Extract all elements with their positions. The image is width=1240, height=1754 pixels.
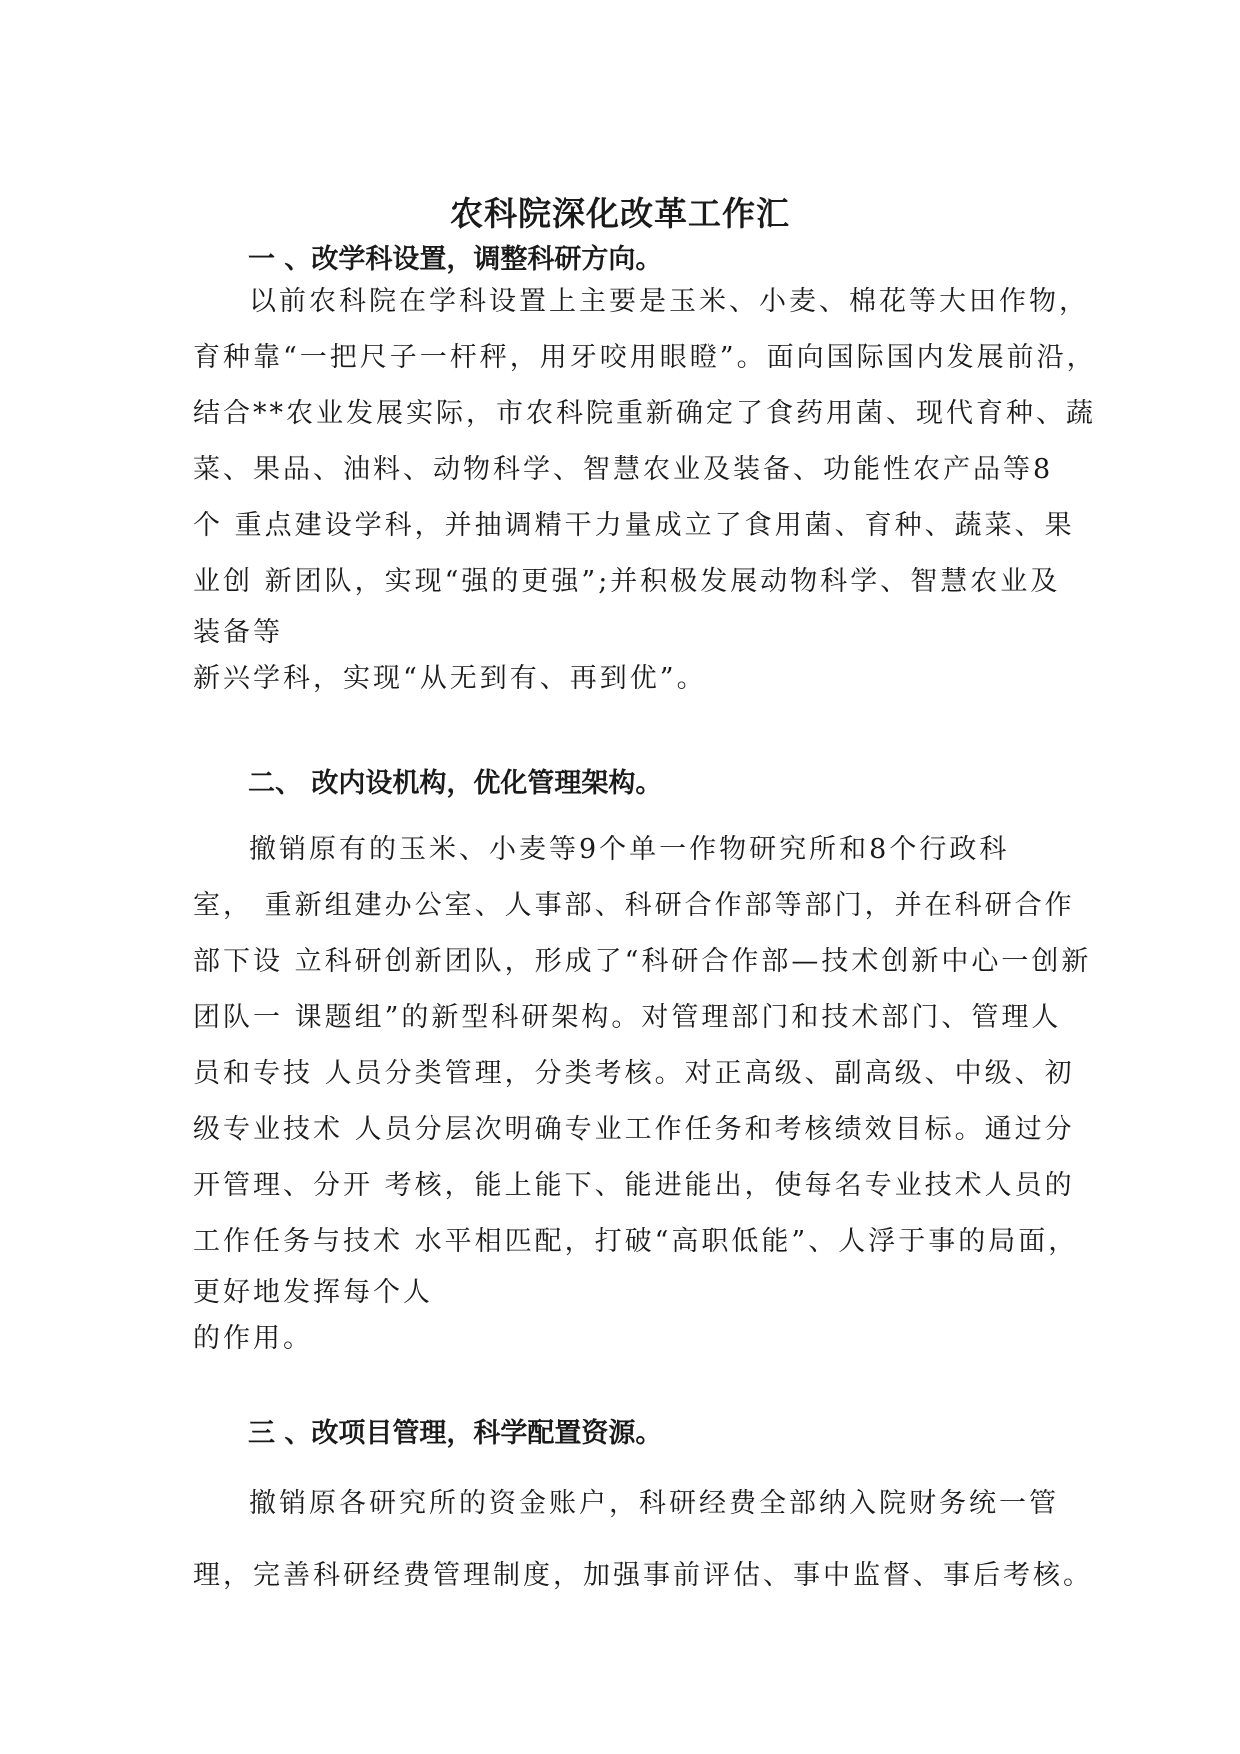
paragraph-line: 育种靠“一把尺子一杆秤，用牙咬用眼瞪”。面向国际国内发展前沿，: [193, 342, 1097, 373]
section-body-3: [193, 1476, 1093, 1604]
paragraph-line: 的作用。: [193, 1323, 313, 1354]
paragraph-line: 更好地发挥每个人: [193, 1277, 433, 1308]
paragraph-line: 员和专技 人员分类管理，分类考核。对正高级、副高级、中级、初: [193, 1058, 1075, 1089]
paragraph-line: 菜、果品、油料、动物科学、智慧农业及装备、功能性农产品等8: [193, 454, 1054, 485]
paragraph-line: 开管理、分开 考核，能上能下、能进能出，使每名专业技术人员的: [193, 1170, 1075, 1201]
paragraph-line: 装备等: [193, 617, 283, 648]
paragraph-line: 理，完善科研经费管理制度，加强事前评估、事中监督、事后考核。: [193, 1560, 1093, 1591]
paragraph-line: 室， 重新组建办公室、人事部、科研合作部等部门，并在科研合作: [193, 890, 1075, 921]
section-body-1: [193, 274, 1097, 702]
paragraph-line: 个 重点建设学科，并抽调精干力量成立了食用菌、育种、蔬菜、果: [193, 510, 1075, 541]
paragraph-line: 撤销原各研究所的资金账户，科研经费全部纳入院财务统一管: [249, 1488, 1059, 1519]
paragraph-line: 撤销原有的玉米、小麦等9个单一作物研究所和8个行政科: [249, 834, 1010, 865]
paragraph-line: 工作任务与技术 水平相匹配，打破“高职低能”、人浮于事的局面，: [193, 1226, 1079, 1257]
section-heading-2: 二、 改内设机构，优化管理架构。: [248, 768, 663, 799]
paragraph-line: 业创 新团队，实现“强的更强”;并积极发展动物科学、智慧农业及: [193, 566, 1061, 597]
document-title: 农科院深化改革工作汇: [450, 194, 790, 233]
paragraph-line: 新兴学科，实现“从无到有、再到优”。: [193, 663, 707, 694]
paragraph-line: 团队一 课题组”的新型科研架构。对管理部门和技术部门、管理人: [193, 1002, 1062, 1033]
paragraph-line: 以前农科院在学科设置上主要是玉米、小麦、棉花等大田作物，: [249, 286, 1089, 317]
section-heading-1: 一 、改学科设置，调整科研方向。: [248, 244, 663, 275]
paragraph-line: 部下设 立科研创新团队，形成了“科研合作部—技术创新中心一创新: [193, 946, 1092, 977]
paragraph-line: 结合**农业发展实际，市农科院重新确定了食药用菌、现代育种、蔬: [193, 398, 1096, 429]
section-body-2: [193, 822, 1092, 1362]
paragraph-line: 级专业技术 人员分层次明确专业工作任务和考核绩效目标。通过分: [193, 1114, 1075, 1145]
section-heading-3: 三 、改项目管理，科学配置资源。: [248, 1418, 663, 1449]
